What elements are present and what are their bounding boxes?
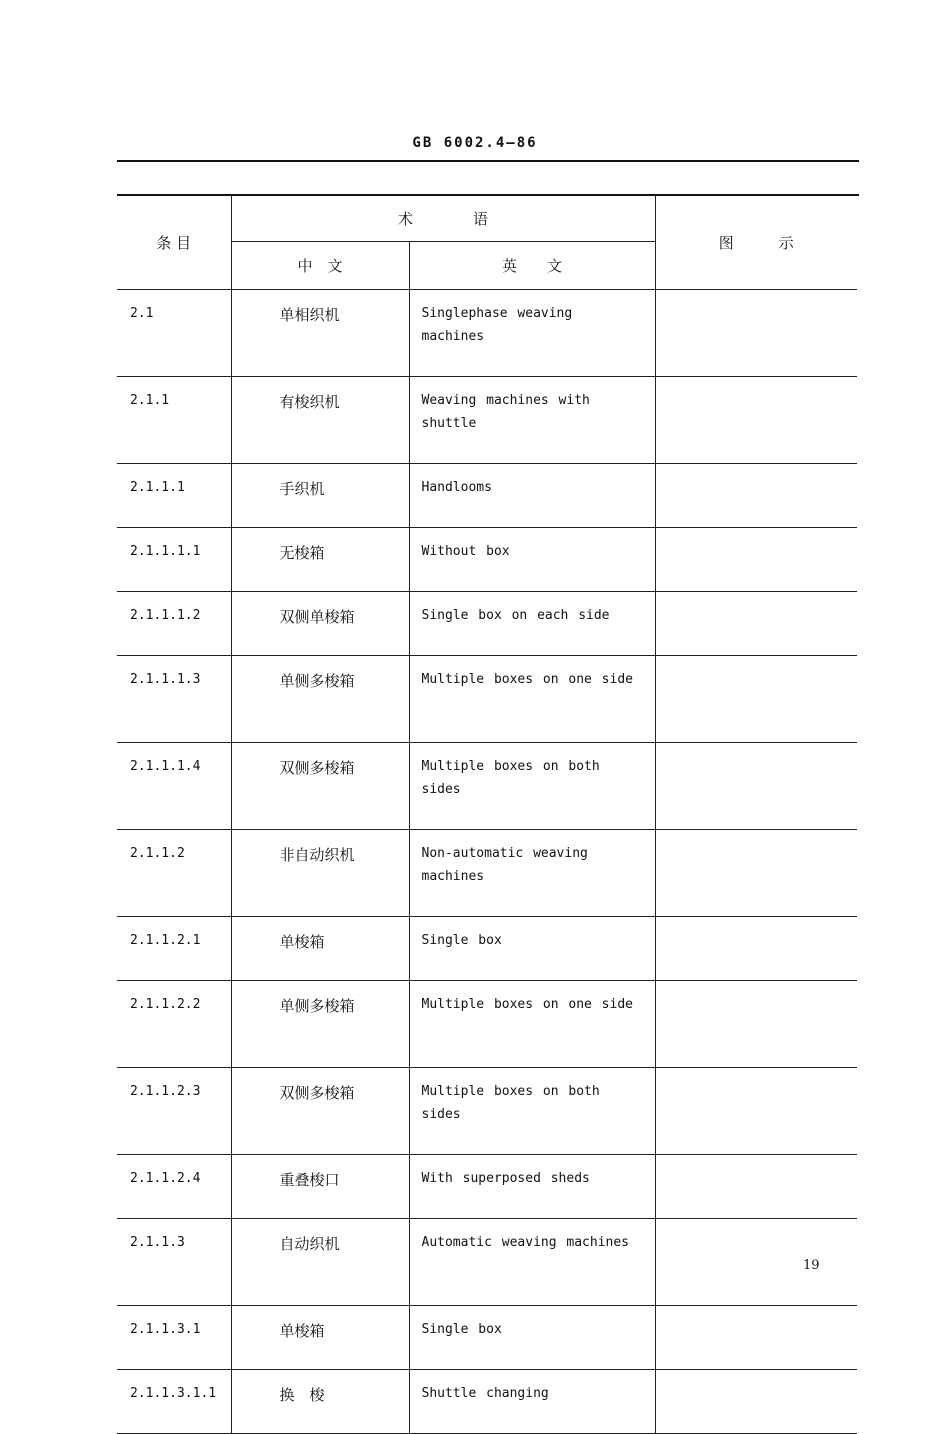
- term-chinese: 自动织机: [231, 1218, 409, 1305]
- table-row: [117, 1067, 857, 1154]
- table-row: [117, 1369, 857, 1433]
- term-english: Single box: [409, 916, 655, 980]
- term-illustration: [655, 289, 857, 376]
- term-id: 2.1.1.2.3: [117, 1067, 231, 1154]
- term-illustration: [655, 916, 857, 980]
- table-row: [117, 1305, 857, 1369]
- term-illustration: [655, 527, 857, 591]
- term-english: Multiple boxes on both sides: [409, 742, 655, 829]
- table-row: [117, 527, 857, 591]
- term-chinese: 双侧多梭箱: [231, 742, 409, 829]
- header-english: 英 文: [409, 241, 655, 289]
- header-rule: [117, 160, 859, 162]
- term-chinese: 单侧多梭箱: [231, 655, 409, 742]
- term-id: 2.1.1.1.1: [117, 527, 231, 591]
- term-chinese: 双侧单梭箱: [231, 591, 409, 655]
- term-illustration: [655, 1154, 857, 1218]
- table-row: [117, 289, 857, 376]
- term-illustration: [655, 376, 857, 463]
- term-illustration: [655, 1369, 857, 1433]
- terms-table: [117, 196, 857, 1434]
- standard-number: GB 6002.4—86: [412, 135, 538, 151]
- term-id: 2.1.1.1.3: [117, 655, 231, 742]
- table-row: [117, 463, 857, 527]
- term-chinese: 单侧多梭箱: [231, 980, 409, 1067]
- table-row: [117, 829, 857, 916]
- term-id: 2.1.1.2.2: [117, 980, 231, 1067]
- term-id: 2.1.1.2.4: [117, 1154, 231, 1218]
- term-chinese: 手织机: [231, 463, 409, 527]
- header-chinese: 中 文: [231, 241, 409, 289]
- header-illustration: 图 示: [655, 196, 857, 289]
- table-row: [117, 1218, 857, 1305]
- term-english: Non-automatic weaving machines: [409, 829, 655, 916]
- term-chinese: 非自动织机: [231, 829, 409, 916]
- page-number: 19: [803, 1258, 820, 1273]
- term-english: Handlooms: [409, 463, 655, 527]
- term-chinese: 单梭箱: [231, 916, 409, 980]
- term-illustration: [655, 1218, 857, 1305]
- term-chinese: 单相织机: [231, 289, 409, 376]
- term-english: Automatic weaving machines: [409, 1218, 655, 1305]
- term-illustration: [655, 1305, 857, 1369]
- term-id: 2.1.1.2.1: [117, 916, 231, 980]
- table-row: [117, 916, 857, 980]
- table-row: [117, 742, 857, 829]
- term-illustration: [655, 829, 857, 916]
- term-english: Without box: [409, 527, 655, 591]
- term-english: Singlephase weaving machines: [409, 289, 655, 376]
- header-item: 条 目: [117, 196, 231, 289]
- table-row: [117, 980, 857, 1067]
- term-illustration: [655, 1067, 857, 1154]
- table-row: [117, 591, 857, 655]
- term-english: Single box: [409, 1305, 655, 1369]
- term-id: 2.1: [117, 289, 231, 376]
- term-id: 2.1.1.2: [117, 829, 231, 916]
- term-id: 2.1.1.1.4: [117, 742, 231, 829]
- term-id: 2.1.1.1.2: [117, 591, 231, 655]
- term-illustration: [655, 591, 857, 655]
- term-english: With superposed sheds: [409, 1154, 655, 1218]
- term-illustration: [655, 742, 857, 829]
- term-english: Weaving machines with shuttle: [409, 376, 655, 463]
- table-row: [117, 655, 857, 742]
- table-row: [117, 1154, 857, 1218]
- table-row: [117, 376, 857, 463]
- term-illustration: [655, 655, 857, 742]
- term-id: 2.1.1.3.1: [117, 1305, 231, 1369]
- term-id: 2.1.1.3: [117, 1218, 231, 1305]
- term-chinese: 有梭织机: [231, 376, 409, 463]
- term-chinese: 双侧多梭箱: [231, 1067, 409, 1154]
- term-chinese: 无梭箱: [231, 527, 409, 591]
- term-english: Single box on each side: [409, 591, 655, 655]
- term-illustration: [655, 463, 857, 527]
- term-english: Multiple boxes on one side: [409, 655, 655, 742]
- term-chinese: 换 梭: [231, 1369, 409, 1433]
- term-chinese: 重叠梭口: [231, 1154, 409, 1218]
- term-illustration: [655, 980, 857, 1067]
- header-term: 术 语: [231, 196, 655, 241]
- term-english: Multiple boxes on one side: [409, 980, 655, 1067]
- term-id: 2.1.1: [117, 376, 231, 463]
- term-id: 2.1.1.3.1.1: [117, 1369, 231, 1433]
- term-english: Shuttle changing: [409, 1369, 655, 1433]
- term-english: Multiple boxes on both sides: [409, 1067, 655, 1154]
- term-id: 2.1.1.1: [117, 463, 231, 527]
- term-chinese: 单梭箱: [231, 1305, 409, 1369]
